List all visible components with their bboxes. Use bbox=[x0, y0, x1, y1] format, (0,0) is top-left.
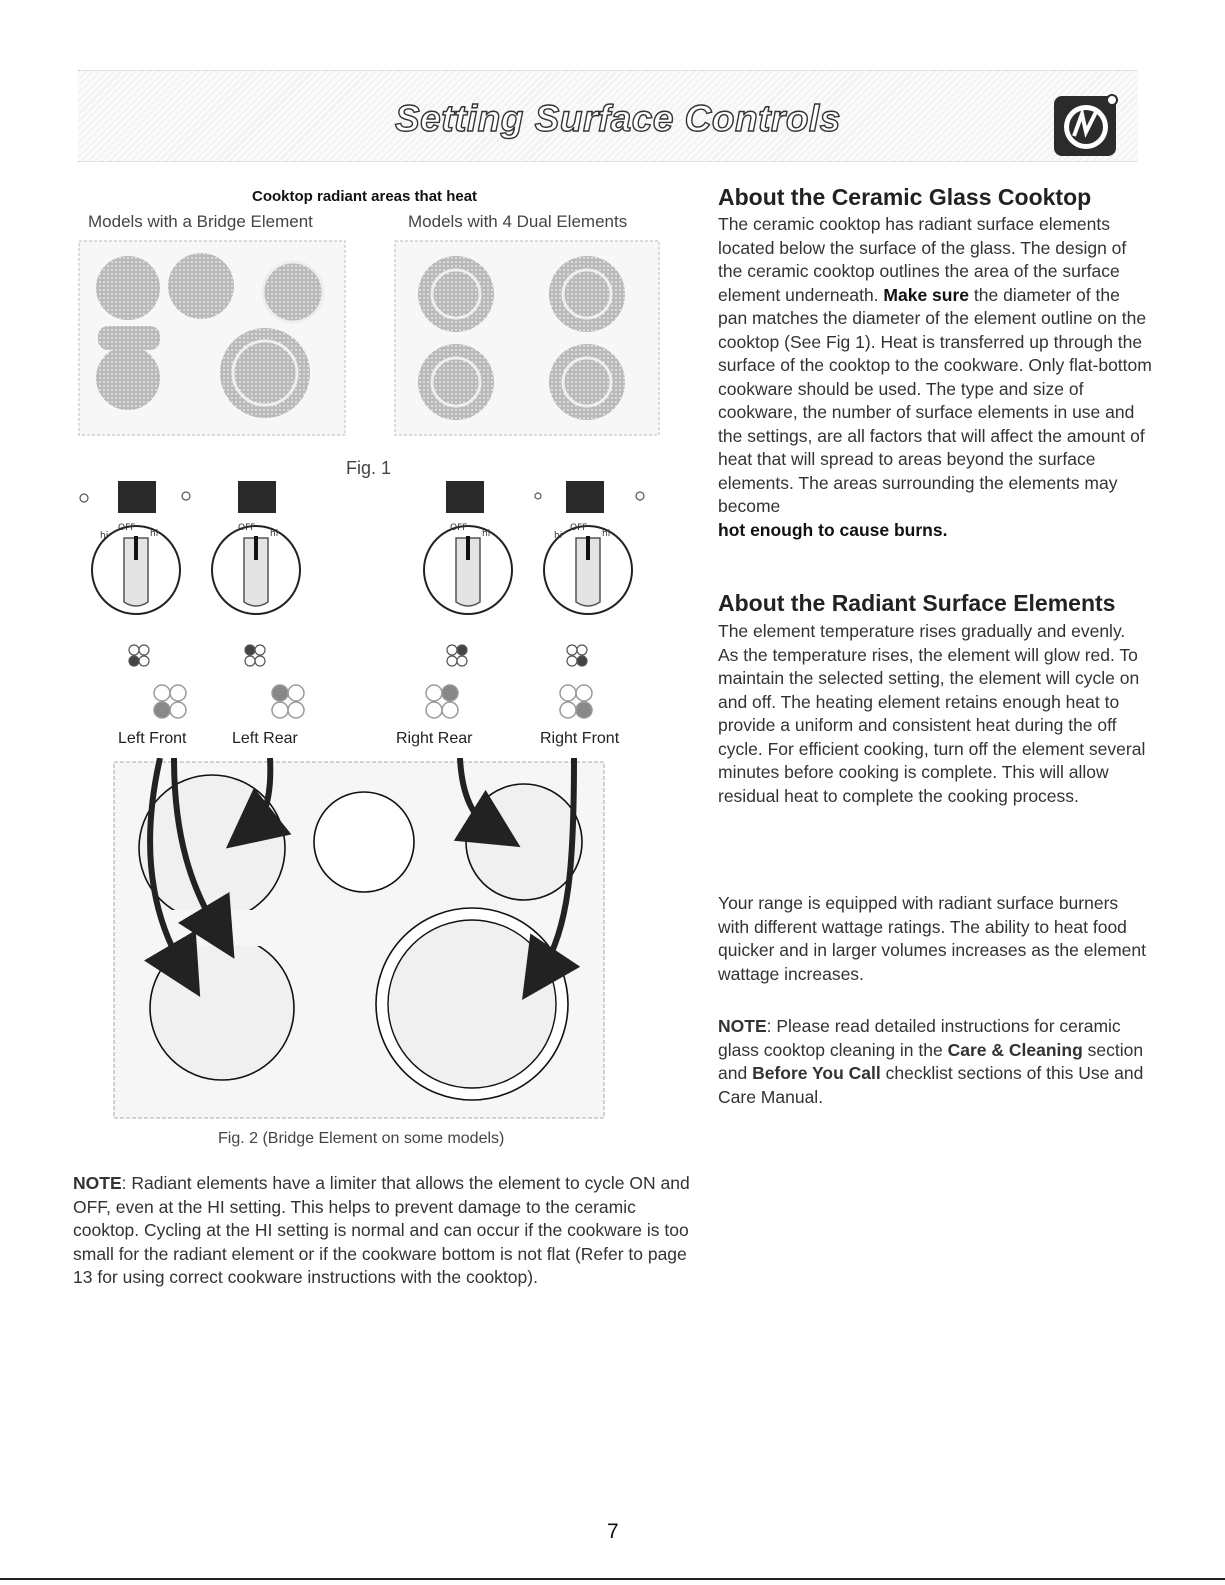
note-cleaning-text-1: : Please read detailed instructions for ceramic glass cooktop cleaning in the bbox=[718, 1016, 1121, 1060]
note-cleaning-text-2: section and bbox=[718, 1039, 1144, 1083]
fig2-caption: Fig. 2 (Bridge Element on some models) bbox=[218, 1130, 505, 1147]
fig1-title: Cooktop radiant areas that heat bbox=[252, 188, 478, 205]
note-limiter-text: : Radiant elements have a limiter that allows the element to cycle ON and OFF, even at the HI setting. This helps to prevent damage to the ceramic cooktop. Cycling at the HI setting is normal and can occur if the cookware is too small for the radiant element or if the cookware bottom is not flat (Refer to page 13 for using correct cookware instructions with the cooktop). bbox=[73, 1173, 690, 1287]
knob-label-right-rear: Right Rear bbox=[396, 730, 473, 747]
svg-text:hi: hi bbox=[554, 531, 563, 541]
fig1-label: Fig. 1 bbox=[346, 458, 392, 478]
bridge-cooktop-diagram bbox=[78, 240, 346, 436]
ceramic-text-2: the diameter of the pan matches the diameter of the element outline on the cooktop (See Fig 1). Heat is transferred up through the surface of the cooktop to the cookware. Only flat-bottom cookware should be used. The type and size of cookware, the number of surface elements in use and the settings, are all factors that will affect the amount of heat that will spread to areas beyond the surface elements. The areas surrounding the elements may become bbox=[718, 284, 1152, 516]
heading-ceramic: About the Ceramic Glass Cooktop bbox=[718, 184, 1092, 210]
fig1-right-caption: Models with 4 Dual Elements bbox=[408, 212, 628, 231]
svg-text:OFF: OFF bbox=[450, 523, 468, 533]
knob-label-right-front: Right Front bbox=[540, 730, 620, 747]
fig1-left-caption: Models with a Bridge Element bbox=[88, 212, 313, 231]
ceramic-text-1: The ceramic cooktop has radiant surface elements located below the surface of the glass. The design of the ceramic cooktop outlines the area of the surface element underneath. bbox=[718, 214, 1127, 305]
svg-text:OFF: OFF bbox=[118, 523, 136, 533]
fig2-cooktop-diagram bbox=[112, 758, 608, 1124]
note-cleaning bbox=[718, 1015, 1148, 1109]
bottom-rule bbox=[0, 1578, 1225, 1580]
svg-text:hi: hi bbox=[482, 529, 491, 539]
knob-label-left-rear: Left Rear bbox=[232, 730, 298, 747]
ceramic-paragraph bbox=[718, 213, 1152, 542]
svg-text:hi: hi bbox=[150, 529, 159, 539]
control-knobs-diagram bbox=[70, 478, 670, 728]
svg-text:hi: hi bbox=[100, 531, 109, 541]
ceramic-bold-burns: hot enough to cause burns. bbox=[718, 519, 948, 540]
note-limiter bbox=[73, 1172, 703, 1290]
ceramic-bold-make-sure: Make sure bbox=[883, 284, 970, 305]
svg-text:hi: hi bbox=[602, 529, 611, 539]
radiant-paragraph-1: The element temperature rises gradually and evenly. As the temperature rises, the element will glow red. To maintain the selected setting, the element will cycle on and off. The heating element retains enough heat to provide a uniform and consistent heat during the off cycle. For efficient cooking, turn off the element several minutes before cooking is complete. This will allow residual heat to complete the cooking process. bbox=[718, 621, 1146, 806]
svg-text:OFF: OFF bbox=[238, 523, 256, 533]
svg-text:hi: hi bbox=[270, 529, 279, 539]
page-number: 7 bbox=[607, 1520, 619, 1543]
note-label: NOTE bbox=[73, 1173, 122, 1193]
note-cleaning-label: NOTE bbox=[718, 1016, 767, 1036]
note-cleaning-text-3: checklist sections of this Use and Care Manual. bbox=[718, 1063, 1144, 1107]
svg-text:OFF: OFF bbox=[570, 523, 588, 533]
heading-radiant: About the Radiant Surface Elements bbox=[718, 590, 1116, 616]
page-title: Setting Surface Controls bbox=[395, 98, 841, 139]
note-care-cleaning: Care & Cleaning bbox=[947, 1039, 1083, 1060]
dual-cooktop-diagram bbox=[394, 240, 660, 436]
cooktop-logo-icon bbox=[1052, 92, 1120, 158]
knob-label-left-front: Left Front bbox=[118, 730, 187, 747]
note-before-you-call: Before You Call bbox=[752, 1063, 881, 1083]
radiant-paragraph-2: Your range is equipped with radiant surface burners with different wattage ratings. The ability to heat food quicker and in larger volumes increases as the element wattage increases. bbox=[718, 893, 1146, 984]
